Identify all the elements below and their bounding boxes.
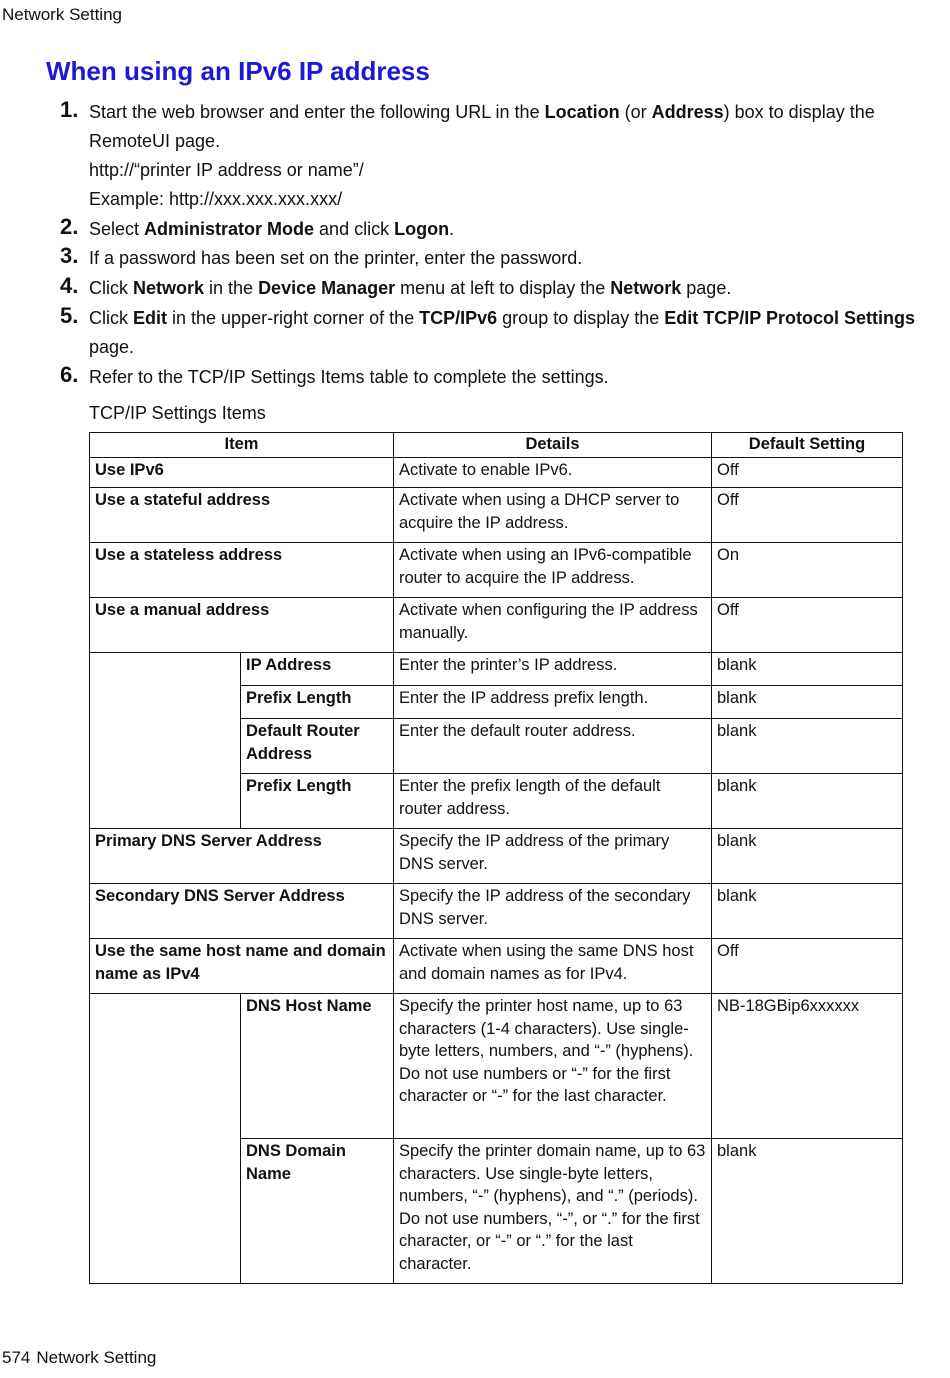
- step-text-run: Start the web browser and enter the following URL in the: [89, 102, 545, 122]
- item-details: Enter the IP address prefix length.: [394, 686, 712, 719]
- item-name: Use a manual address: [90, 598, 394, 653]
- sub-item-name: IP Address: [241, 653, 394, 686]
- item-details: Enter the default router address.: [394, 719, 712, 774]
- step-text-run: group to display the: [497, 308, 665, 328]
- sub-item-name: Prefix Length: [241, 774, 394, 829]
- step-text: [89, 244, 919, 273]
- page-footer: [2, 1348, 156, 1368]
- step-text: [89, 215, 919, 244]
- page-number: 574: [2, 1348, 31, 1367]
- sub-item-name: DNS Domain Name: [241, 1139, 394, 1284]
- item-details: Specify the IP address of the secondary DNS server.: [394, 884, 712, 939]
- settings-table: [89, 432, 903, 1284]
- footer-label: Network Setting: [36, 1348, 157, 1367]
- item-name: Use IPv6: [90, 458, 394, 488]
- item-details: Specify the printer host name, up to 63 characters (1-4 characters). Use single-byte letters, numbers, and “-” (hyphens). Do not use numbers or “-” for the first character or “-” for the last character.: [394, 994, 712, 1139]
- item-default-setting: NB-18GBip6xxxxxx: [712, 994, 903, 1139]
- step-emphasis: Logon: [394, 219, 450, 239]
- step-text-run: Select: [89, 219, 145, 239]
- item-default-setting: blank: [712, 774, 903, 829]
- step-url-line: http://“printer IP address or name”/: [89, 160, 364, 180]
- table-row: [90, 598, 903, 653]
- item-default-setting: blank: [712, 686, 903, 719]
- step-emphasis: TCP/IPv6: [419, 308, 498, 328]
- step-emphasis: Location: [544, 102, 620, 122]
- item-default-setting: On: [712, 543, 903, 598]
- step-number: 5.: [60, 303, 79, 328]
- step-text-run: Click: [89, 278, 133, 298]
- step-url-line: Example: http://xxx.xxx.xxx.xxx/: [89, 189, 343, 209]
- step-text-run: Refer to the TCP/IP Settings Items table to complete the settings.: [89, 367, 609, 387]
- step-text: [89, 304, 919, 362]
- step-emphasis: Address: [651, 102, 724, 122]
- step-text-run: page.: [681, 278, 732, 298]
- table-row: [90, 543, 903, 598]
- item-default-setting: blank: [712, 653, 903, 686]
- table-row: [90, 939, 903, 994]
- step-number: 4.: [60, 273, 79, 298]
- step-text: [89, 274, 919, 303]
- table-row: [90, 994, 903, 1139]
- table-caption: TCP/IP Settings Items: [89, 403, 266, 423]
- item-details: Specify the printer domain name, up to 63 characters. Use single-byte letters, numbers, “-” (hyphens), and “.” (periods). Do not use numbers, “-”, or “.” for the first character, or “-” or “.” for the last character.: [394, 1139, 712, 1284]
- table-row: [90, 488, 903, 543]
- item-name: Use the same host name and domain name as IPv4: [90, 939, 394, 994]
- item-default-setting: blank: [712, 1139, 903, 1284]
- step-number: 1.: [60, 97, 79, 122]
- table-row: [90, 884, 903, 939]
- item-details: Activate to enable IPv6.: [394, 458, 712, 488]
- subgroup-indent-cell: [90, 653, 241, 829]
- step-emphasis: Edit TCP/IP Protocol Settings: [664, 308, 915, 328]
- step-text-run: in the: [204, 278, 259, 298]
- step-text: [89, 363, 919, 392]
- item-default-setting: Off: [712, 488, 903, 543]
- sub-item-name: DNS Host Name: [241, 994, 394, 1139]
- subgroup-indent-cell: [90, 994, 241, 1284]
- item-details: Enter the printer’s IP address.: [394, 653, 712, 686]
- step-text-run: page.: [89, 337, 135, 357]
- item-details: Activate when using a DHCP server to acquire the IP address.: [394, 488, 712, 543]
- sub-item-name: Default Router Address: [241, 719, 394, 774]
- step-text-run: menu at left to display the: [395, 278, 611, 298]
- item-name: Primary DNS Server Address: [90, 829, 394, 884]
- step-text-run: and click: [314, 219, 395, 239]
- table-header-row: [90, 433, 903, 458]
- item-details: Activate when using the same DNS host and domain names as for IPv4.: [394, 939, 712, 994]
- table-row: [90, 458, 903, 488]
- item-default-setting: Off: [712, 458, 903, 488]
- table-body: [90, 458, 903, 1284]
- step-number: 3.: [60, 243, 79, 268]
- sub-item-name: Prefix Length: [241, 686, 394, 719]
- item-details: Activate when using an IPv6-compatible router to acquire the IP address.: [394, 543, 712, 598]
- section-title: When using an IPv6 IP address: [46, 56, 430, 86]
- table-row: [90, 829, 903, 884]
- step-text-run: (or: [619, 102, 652, 122]
- step-text-run: ) box to display the RemoteUI page.: [89, 102, 875, 151]
- step-emphasis: Network: [610, 278, 682, 298]
- item-default-setting: blank: [712, 719, 903, 774]
- step-text-run: in the upper-right corner of the: [167, 308, 420, 328]
- item-default-setting: blank: [712, 829, 903, 884]
- step-emphasis: Device Manager: [258, 278, 396, 298]
- step-emphasis: Network: [133, 278, 205, 298]
- step-number: 6.: [60, 362, 79, 387]
- step-emphasis: Administrator Mode: [144, 219, 315, 239]
- step-text-run: .: [449, 219, 455, 239]
- item-default-setting: Off: [712, 939, 903, 994]
- item-default-setting: blank: [712, 884, 903, 939]
- column-header-default: Default Setting: [712, 433, 903, 458]
- table-row: [90, 653, 903, 686]
- column-header-item: Item: [90, 433, 394, 458]
- step-text: [89, 98, 919, 214]
- step-number: 2.: [60, 214, 79, 239]
- running-head: Network Setting: [2, 5, 122, 24]
- step-text-run: If a password has been set on the printer, enter the password.: [89, 248, 583, 268]
- step-text-run: Click: [89, 308, 133, 328]
- item-name: Secondary DNS Server Address: [90, 884, 394, 939]
- item-name: Use a stateful address: [90, 488, 394, 543]
- item-details: Specify the IP address of the primary DNS server.: [394, 829, 712, 884]
- column-header-details: Details: [394, 433, 712, 458]
- item-details: Activate when configuring the IP address manually.: [394, 598, 712, 653]
- item-details: Enter the prefix length of the default router address.: [394, 774, 712, 829]
- item-default-setting: Off: [712, 598, 903, 653]
- item-name: Use a stateless address: [90, 543, 394, 598]
- step-emphasis: Edit: [133, 308, 167, 328]
